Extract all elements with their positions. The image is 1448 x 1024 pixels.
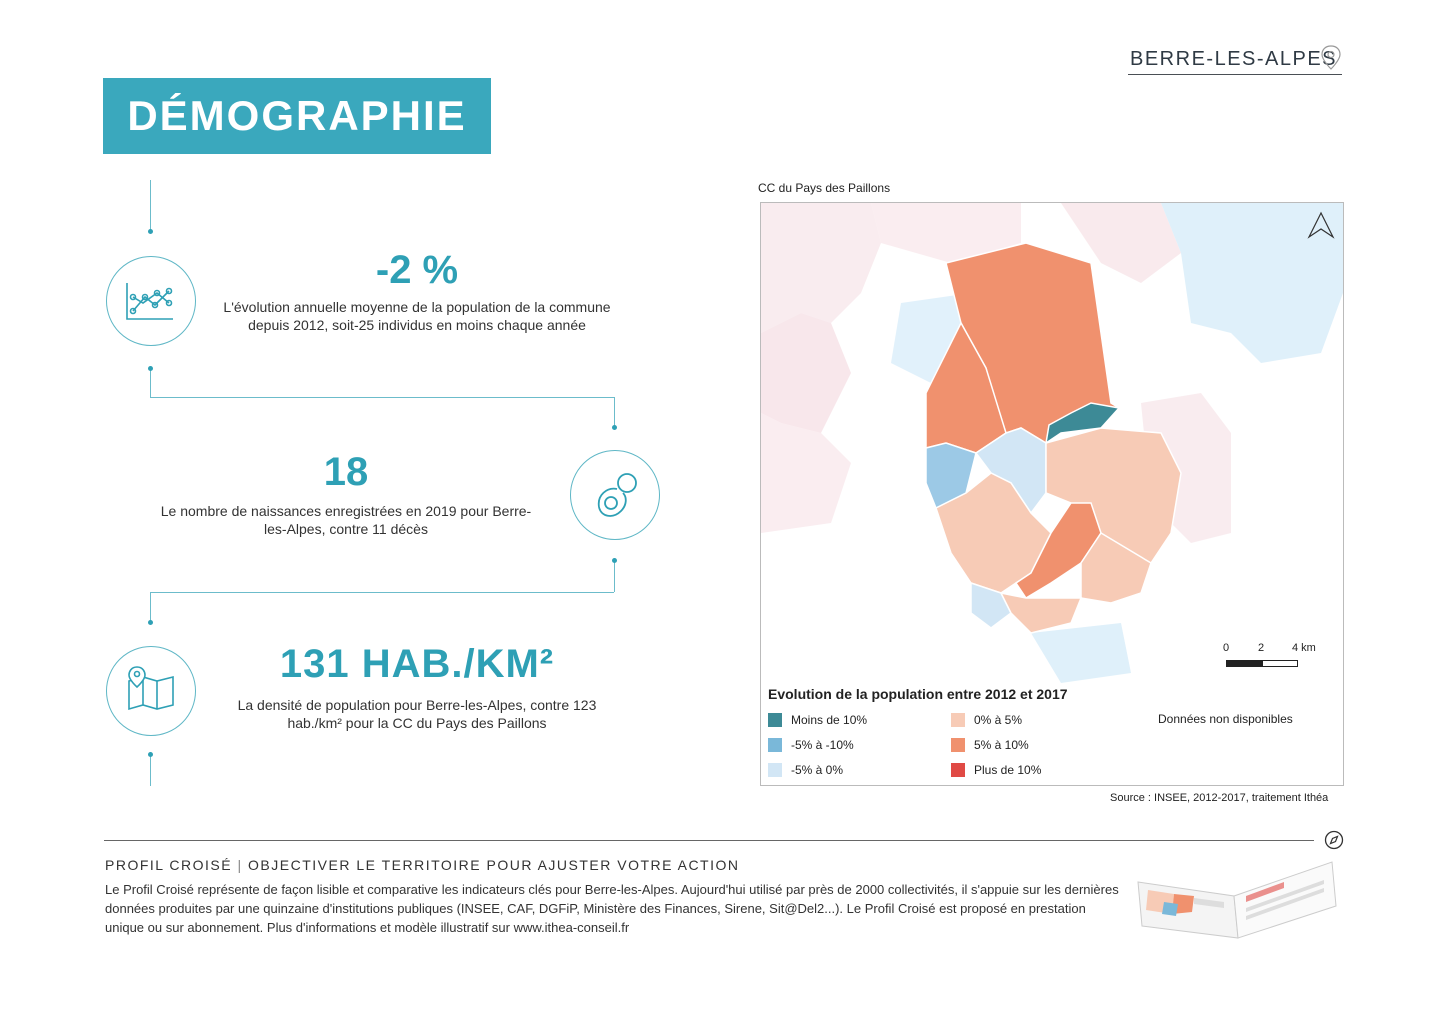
legend-label: Moins de 10% (791, 713, 868, 727)
map-pin-icon (107, 647, 195, 735)
stat-value-births: 18 (323, 450, 369, 494)
map-source: Source : INSEE, 2012-2017, traitement Ithéa (1110, 792, 1329, 804)
legend-swatch (951, 763, 965, 777)
timeline-line (614, 560, 615, 592)
location-name: BERRE-LES-ALPES (1130, 48, 1338, 70)
stat-desc-density: La densité de population pour Berre-les-Alpes, contre 123 hab./km² pour la CC du Pays des Paillons (237, 697, 597, 731)
brochure-illustration (1134, 856, 1340, 942)
legend-swatch (951, 713, 965, 727)
scale-label-2: 2 (1258, 642, 1265, 654)
legend-label: -5% à -10% (791, 738, 854, 752)
timeline-line (150, 592, 614, 593)
scale-label-4: 4 km (1292, 642, 1316, 654)
stat-icon-circle (570, 450, 660, 540)
stat-value-evolution: -2 % (375, 248, 459, 292)
stat-desc-births: Le nombre de naissances enregistrées en 2019 pour Berre-les-Alpes, contre 11 décès (160, 503, 532, 537)
timeline-dot (148, 229, 153, 234)
footer-description: Le Profil Croisé représente de façon lisible et comparative les indicateurs clés pour Berre-les-Alpes. Aujourd'hui utilisé par près de 2000 collectivités, il s'appuie sur les dernières données produites par une quinzaine d'institutions publiques (INSEE, CAF, DGFiP, Ministère des Finances, Sirene, Sit@Del2...). Le Profil Croisé est proposé en prestation unique ou sur abonnement. Plus d'informations et modèle illustratif sur www.ithea-conseil.fr (105, 882, 1119, 935)
legend-label: Plus de 10% (974, 763, 1042, 777)
timeline-line (150, 370, 151, 398)
timeline-dot (148, 752, 153, 757)
footer-heading-brand: PROFIL CROISÉ (105, 857, 233, 873)
timeline-line (150, 752, 151, 786)
legend-label: -5% à 0% (791, 763, 844, 777)
legend-no-data: Données non disponibles (1158, 712, 1293, 726)
legend-swatch (768, 738, 782, 752)
timeline-line (150, 592, 151, 622)
legend-swatch (768, 763, 782, 777)
location-underline (1128, 74, 1342, 75)
legend-title: Evolution de la population entre 2012 et 2017 (768, 686, 1068, 702)
compass-icon (1324, 830, 1344, 850)
line-chart-icon (107, 257, 195, 345)
scale-bar-dark (1226, 660, 1262, 667)
legend-label: 0% à 5% (974, 713, 1023, 727)
timeline-line (150, 180, 151, 230)
timeline-line (150, 397, 614, 398)
stat-value-density: 131 HAB./KM² (279, 642, 555, 686)
footer-heading-tagline: OBJECTIVER LE TERRITOIRE POUR AJUSTER VOTRE ACTION (248, 857, 740, 873)
section-title: DÉMOGRAPHIE (127, 92, 467, 139)
stat-icon-circle (106, 646, 196, 736)
legend-swatch (768, 713, 782, 727)
legend-swatch (951, 738, 965, 752)
footer-heading: PROFIL CROISÉ | OBJECTIVER LE TERRITOIRE POUR AJUSTER VOTRE ACTION (105, 857, 740, 873)
timeline-dot (612, 425, 617, 430)
stat-desc-evolution: L'évolution annuelle moyenne de la population de la commune depuis 2012, soit-25 individus en moins chaque année (223, 299, 611, 333)
scale-bar-light (1262, 660, 1298, 667)
timeline-line (614, 397, 615, 427)
timeline-dot (148, 366, 153, 371)
pacifier-icon (571, 451, 659, 539)
timeline-dot (612, 558, 617, 563)
stat-icon-circle (106, 256, 196, 346)
map-title: CC du Pays des Paillons (758, 181, 891, 195)
location-pin-icon (1320, 44, 1342, 72)
timeline-dot (148, 620, 153, 625)
scale-label-0: 0 (1223, 642, 1230, 654)
footer-divider (104, 840, 1314, 841)
legend-label: 5% à 10% (974, 738, 1029, 752)
